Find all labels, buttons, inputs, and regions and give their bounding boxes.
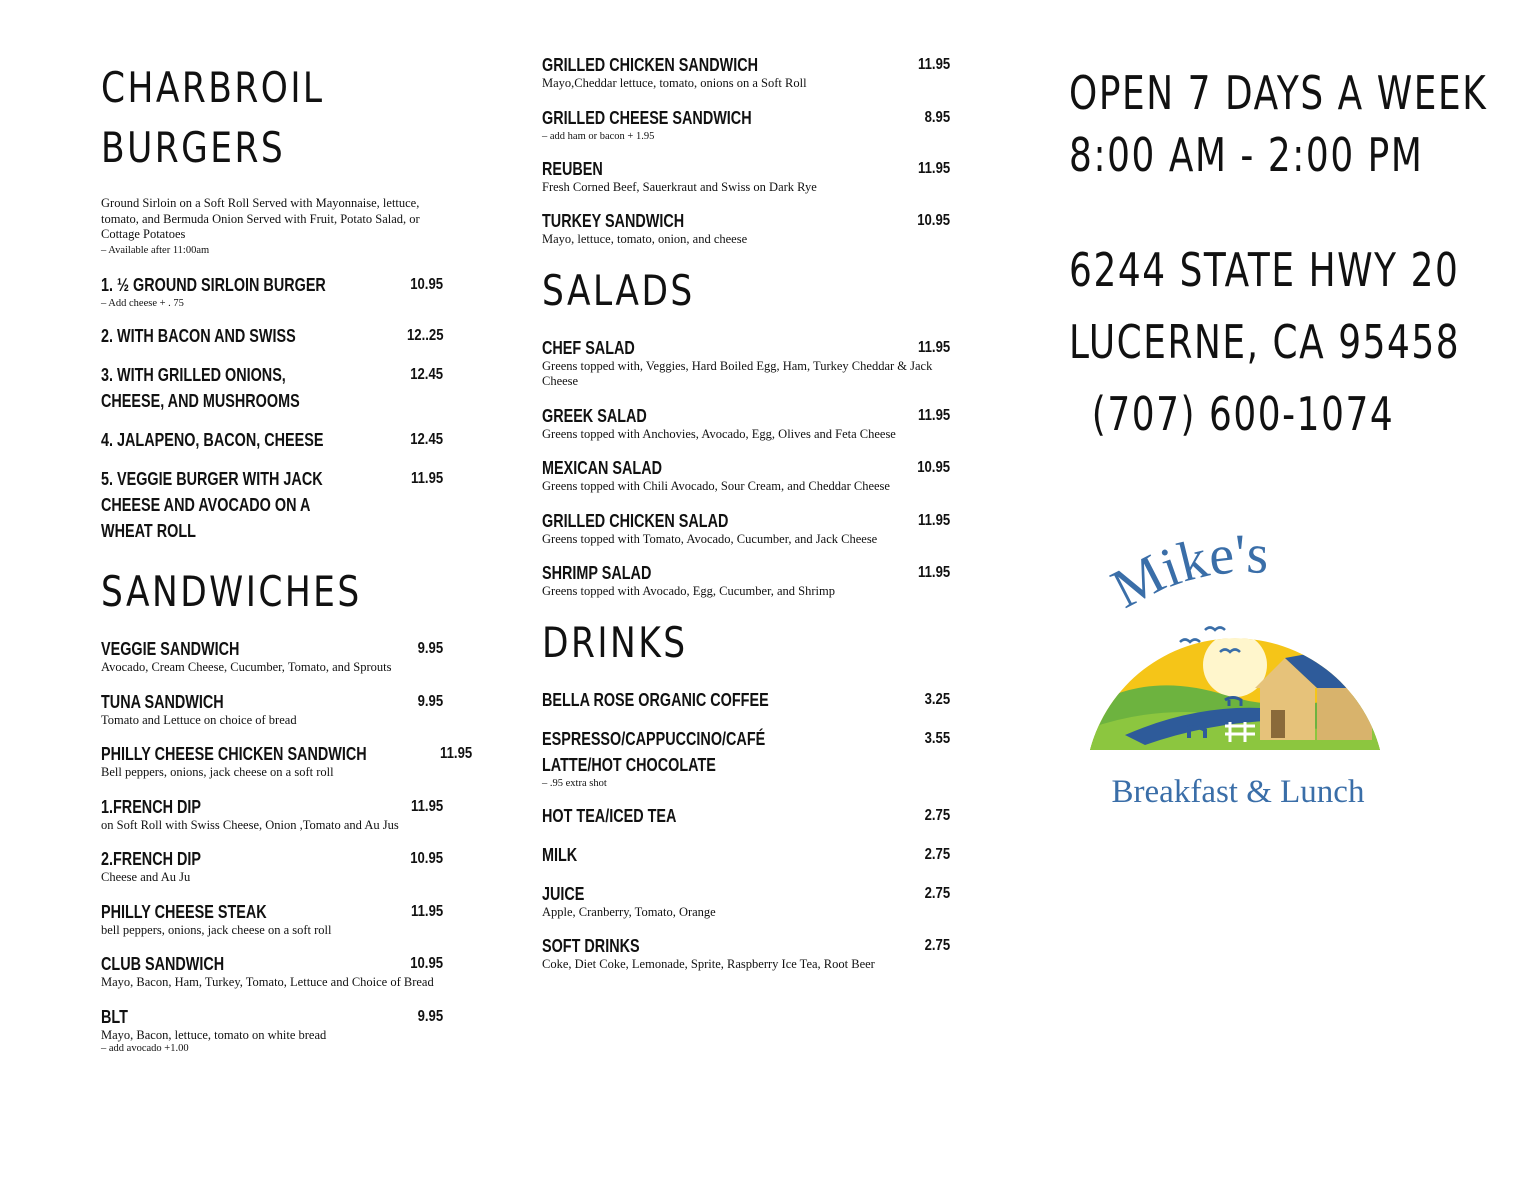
address-street: 6244 STATE HWY 20 — [1069, 243, 1460, 297]
sandwiches-section — [101, 562, 473, 1055]
logo-tagline: Breakfast & Lunch — [1111, 774, 1365, 810]
menu-item-description: Tomato and Lettuce on choice of bread — [101, 712, 297, 727]
menu-item-name: TURKEY SANDWICH — [542, 211, 685, 231]
menu-item-name: GRILLED CHICKEN SALAD — [542, 510, 729, 531]
menu-item-header — [101, 951, 443, 977]
menu-item-description: Greens topped with Chili Avocado, Sour Cream, and Cheddar Cheese — [542, 479, 890, 493]
menu-item-description: bell peppers, onions, jack cheese on a soft roll — [101, 922, 332, 937]
menu-item-header — [101, 689, 443, 715]
drinks-section — [542, 613, 950, 973]
salads-section — [542, 261, 950, 600]
menu-item-name: CLUB SANDWICH — [101, 954, 225, 974]
salads-list — [542, 335, 950, 600]
menu-item-description: Mayo, Bacon, lettuce, tomato on white bread — [101, 1027, 327, 1042]
mikes-logo — [1085, 530, 1395, 815]
menu-item-price: 12..25 — [406, 327, 443, 344]
menu-item-name: 3. WITH GRILLED ONIONS, CHEESE, AND MUSHROOMS — [101, 365, 300, 411]
menu-item-header — [542, 726, 950, 778]
menu-item-name: JUICE — [542, 883, 585, 904]
menu-item-header — [101, 466, 443, 544]
menu-item — [542, 208, 950, 248]
menu-item-name: BELLA ROSE ORGANIC COFFEE — [542, 689, 769, 710]
menu-item-price: 11.95 — [410, 797, 443, 815]
menu-item — [542, 803, 950, 829]
menu-item-header — [101, 427, 443, 453]
burgers-section — [101, 58, 443, 544]
menu-item-name: GRILLED CHICKEN SANDWICH — [542, 55, 758, 75]
menu-item-header — [542, 560, 950, 586]
menu-item-header — [542, 842, 950, 868]
burgers-note: – Available after 11:00am — [101, 244, 210, 256]
menu-item-name: 4. JALAPENO, BACON, CHEESE — [101, 430, 324, 450]
burgers-title-line2: BURGERS — [101, 123, 286, 172]
menu-item-name: 5. VEGGIE BURGER WITH JACK CHEESE AND AVOCADO ON A WHEAT ROLL — [101, 469, 323, 541]
menu-item-description: Cheese and Au Ju — [101, 870, 191, 884]
menu-item-header — [101, 272, 443, 298]
burgers-list — [101, 272, 443, 544]
phone-number: (707) 600-1074 — [1091, 387, 1395, 441]
sandwiches-title: SANDWICHES — [101, 567, 362, 616]
menu-item — [542, 105, 950, 143]
menu-item-name: CHEF SALAD — [542, 337, 635, 358]
menu-item — [101, 1004, 443, 1056]
menu-item-name: GREEK SALAD — [542, 405, 647, 426]
column-middle — [542, 52, 950, 986]
menu-item-name: PHILLY CHEESE CHICKEN SANDWICH — [101, 744, 367, 764]
menu-item-description: Coke, Diet Coke, Lemonade, Sprite, Raspberry Ice Tea, Root Beer — [542, 957, 875, 971]
menu-item — [101, 362, 443, 414]
menu-item — [101, 899, 443, 939]
menu-item — [101, 427, 443, 453]
menu-item-description: Greens topped with, Veggies, Hard Boiled Egg, Ham, Turkey Cheddar & Jack Cheese — [542, 358, 933, 388]
menu-item-price: 11.95 — [410, 902, 443, 920]
menu-item-header — [542, 455, 950, 481]
menu-item-name: REUBEN — [542, 158, 603, 179]
menu-item — [542, 687, 950, 713]
menu-item — [101, 689, 443, 729]
menu-item-description: Mayo,Cheddar lettuce, tomato, onions on a Soft Roll — [542, 76, 807, 90]
menu-item-description: Greens topped with Anchovies, Avocado, Egg, Olives and Feta Cheese — [542, 426, 896, 441]
menu-item-name: VEGGIE SANDWICH — [101, 639, 240, 659]
menu-item-header — [101, 741, 473, 767]
menu-item-name: ESPRESSO/CAPPUCCINO/CAFÉ LATTE/HOT CHOCOLATE — [542, 728, 766, 775]
menu-item-price: 10.95 — [410, 955, 443, 972]
menu-item-price: 3.55 — [924, 729, 950, 747]
menu-item-price: 11.95 — [440, 745, 473, 762]
menu-item-price: 9.95 — [417, 640, 443, 657]
menu-item-name: GRILLED CHEESE SANDWICH — [542, 107, 752, 128]
menu-item-description: Mayo, lettuce, tomato, onion, and cheese — [542, 232, 748, 246]
menu-item-note: – Add cheese + . 75 — [101, 298, 184, 309]
menu-item-price: 12.45 — [410, 431, 443, 448]
sandwiches-list-continued — [542, 52, 950, 248]
menu-item-price: 11.95 — [410, 470, 443, 487]
menu-item-header — [101, 636, 443, 662]
menu-item — [101, 323, 443, 349]
menu-item-price: 10.95 — [410, 850, 443, 867]
menu-item-name: TUNA SANDWICH — [101, 691, 224, 712]
burgers-title-line1: CHARBROIL — [101, 63, 325, 112]
logo-name: Mike's — [1102, 530, 1271, 621]
menu-item-header — [101, 846, 443, 872]
menu-item-name: 1.FRENCH DIP — [101, 796, 202, 817]
menu-item — [542, 455, 950, 495]
menu-item-price: 11.95 — [917, 338, 950, 356]
menu-item — [542, 881, 950, 921]
menu-item-price: 10.95 — [917, 459, 950, 476]
menu-item-description: Mayo, Bacon, Ham, Turkey, Tomato, Lettuce and Choice of Bread — [101, 975, 434, 989]
menu-item-name: HOT TEA/ICED TEA — [542, 805, 677, 826]
salads-title: SALADS — [542, 265, 695, 315]
menu-item-header — [101, 899, 443, 925]
menu-item — [101, 272, 443, 310]
hours-days: OPEN 7 DAYS A WEEK — [1069, 66, 1488, 120]
menu-item-price: 8.95 — [924, 108, 950, 126]
menu-item-header — [542, 403, 950, 429]
menu-item-name: 1. ½ GROUND SIRLOIN BURGER — [101, 275, 326, 295]
menu-item-header — [542, 687, 950, 713]
sandwiches-list — [101, 636, 473, 1055]
menu-item-description: on Soft Roll with Swiss Cheese, Onion ,Tomato and Au Jus — [101, 817, 399, 832]
menu-item-description: Avocado, Cream Cheese, Cucumber, Tomato, and Sprouts — [101, 660, 392, 674]
menu-item-price: 2.75 — [924, 806, 950, 824]
menu-item-name: PHILLY CHEESE STEAK — [101, 901, 267, 922]
burgers-desc-text: Ground Sirloin on a Soft Roll Served with Mayonnaise, lettuce, tomato, and Bermuda Onion Served with Fruit, Potato Salad, or Cottage Potatoes — [101, 196, 420, 241]
menu-item-name: SOFT DRINKS — [542, 936, 640, 956]
menu-item — [101, 466, 443, 544]
menu-item-header — [542, 335, 950, 361]
menu-item-price: 10.95 — [917, 212, 950, 229]
menu-item-header — [542, 933, 950, 959]
menu-item-price: 3.25 — [924, 690, 950, 708]
menu-item-price: 11.95 — [917, 564, 950, 581]
menu-item-header — [542, 803, 950, 829]
column-right — [1020, 62, 1488, 450]
menu-item — [101, 951, 443, 991]
hours-time: 8:00 AM - 2:00 PM — [1069, 128, 1424, 182]
menu-item-header — [542, 105, 950, 131]
menu-item-price: 9.95 — [417, 692, 443, 710]
menu-item-header — [101, 1004, 443, 1030]
menu-item-price: 11.95 — [917, 56, 950, 73]
menu-item — [542, 335, 950, 390]
menu-item-price: 11.95 — [917, 159, 950, 177]
drinks-list — [542, 687, 950, 973]
menu-item-note: – .95 extra shot — [542, 777, 607, 789]
menu-item-price: 11.95 — [917, 511, 950, 529]
menu-item-description: Greens topped with Avocado, Egg, Cucumber, and Shrimp — [542, 584, 835, 598]
menu-item-header — [101, 362, 443, 414]
menu-item-header — [542, 881, 950, 907]
menu-item-price: 12.45 — [410, 366, 443, 383]
menu-item-name: 2.FRENCH DIP — [101, 849, 202, 869]
menu-item-name: 2. WITH BACON AND SWISS — [101, 326, 296, 346]
menu-item-price: 10.95 — [410, 276, 443, 293]
menu-item — [542, 156, 950, 196]
menu-item-header — [542, 156, 950, 182]
menu-item — [542, 726, 950, 790]
menu-item-price: 2.75 — [924, 845, 950, 863]
address-city: LUCERNE, CA 95458 — [1069, 315, 1461, 369]
menu-item-price: 9.95 — [417, 1007, 443, 1025]
menu-item — [101, 846, 443, 886]
menu-item — [101, 794, 443, 834]
menu-item-description: Bell peppers, onions, jack cheese on a soft roll — [101, 765, 334, 779]
menu-item-price: 11.95 — [917, 406, 950, 424]
menu-item-header — [542, 208, 950, 234]
burgers-description — [101, 196, 443, 258]
menu-item-name: SHRIMP SALAD — [542, 563, 652, 583]
menu-item-description: Greens topped with Tomato, Avocado, Cucumber, and Jack Cheese — [542, 531, 878, 546]
menu-item — [542, 403, 950, 443]
menu-item-description: Apple, Cranberry, Tomato, Orange — [542, 904, 716, 919]
menu-item-header — [101, 794, 443, 820]
menu-item — [542, 508, 950, 548]
menu-item — [542, 933, 950, 973]
menu-item-header — [101, 323, 443, 349]
column-left — [101, 58, 473, 1068]
menu-item — [542, 842, 950, 868]
menu-item — [101, 741, 473, 781]
menu-item-header — [542, 508, 950, 534]
menu-item-name: BLT — [101, 1006, 128, 1027]
menu-item-description: Fresh Corned Beef, Sauerkraut and Swiss on Dark Rye — [542, 179, 817, 194]
menu-item — [101, 636, 443, 676]
menu-item-price: 2.75 — [924, 884, 950, 902]
menu-item — [542, 52, 950, 92]
menu-item-price: 2.75 — [924, 937, 950, 954]
menu-item-note: – add avocado +1.00 — [101, 1043, 189, 1054]
menu-item-note: – add ham or bacon + 1.95 — [542, 130, 655, 142]
menu-item-name: MILK — [542, 844, 578, 865]
menu-item — [542, 560, 950, 600]
menu-item-name: MEXICAN SALAD — [542, 458, 663, 478]
drinks-title: DRINKS — [542, 617, 688, 667]
menu-item-header — [542, 52, 950, 78]
